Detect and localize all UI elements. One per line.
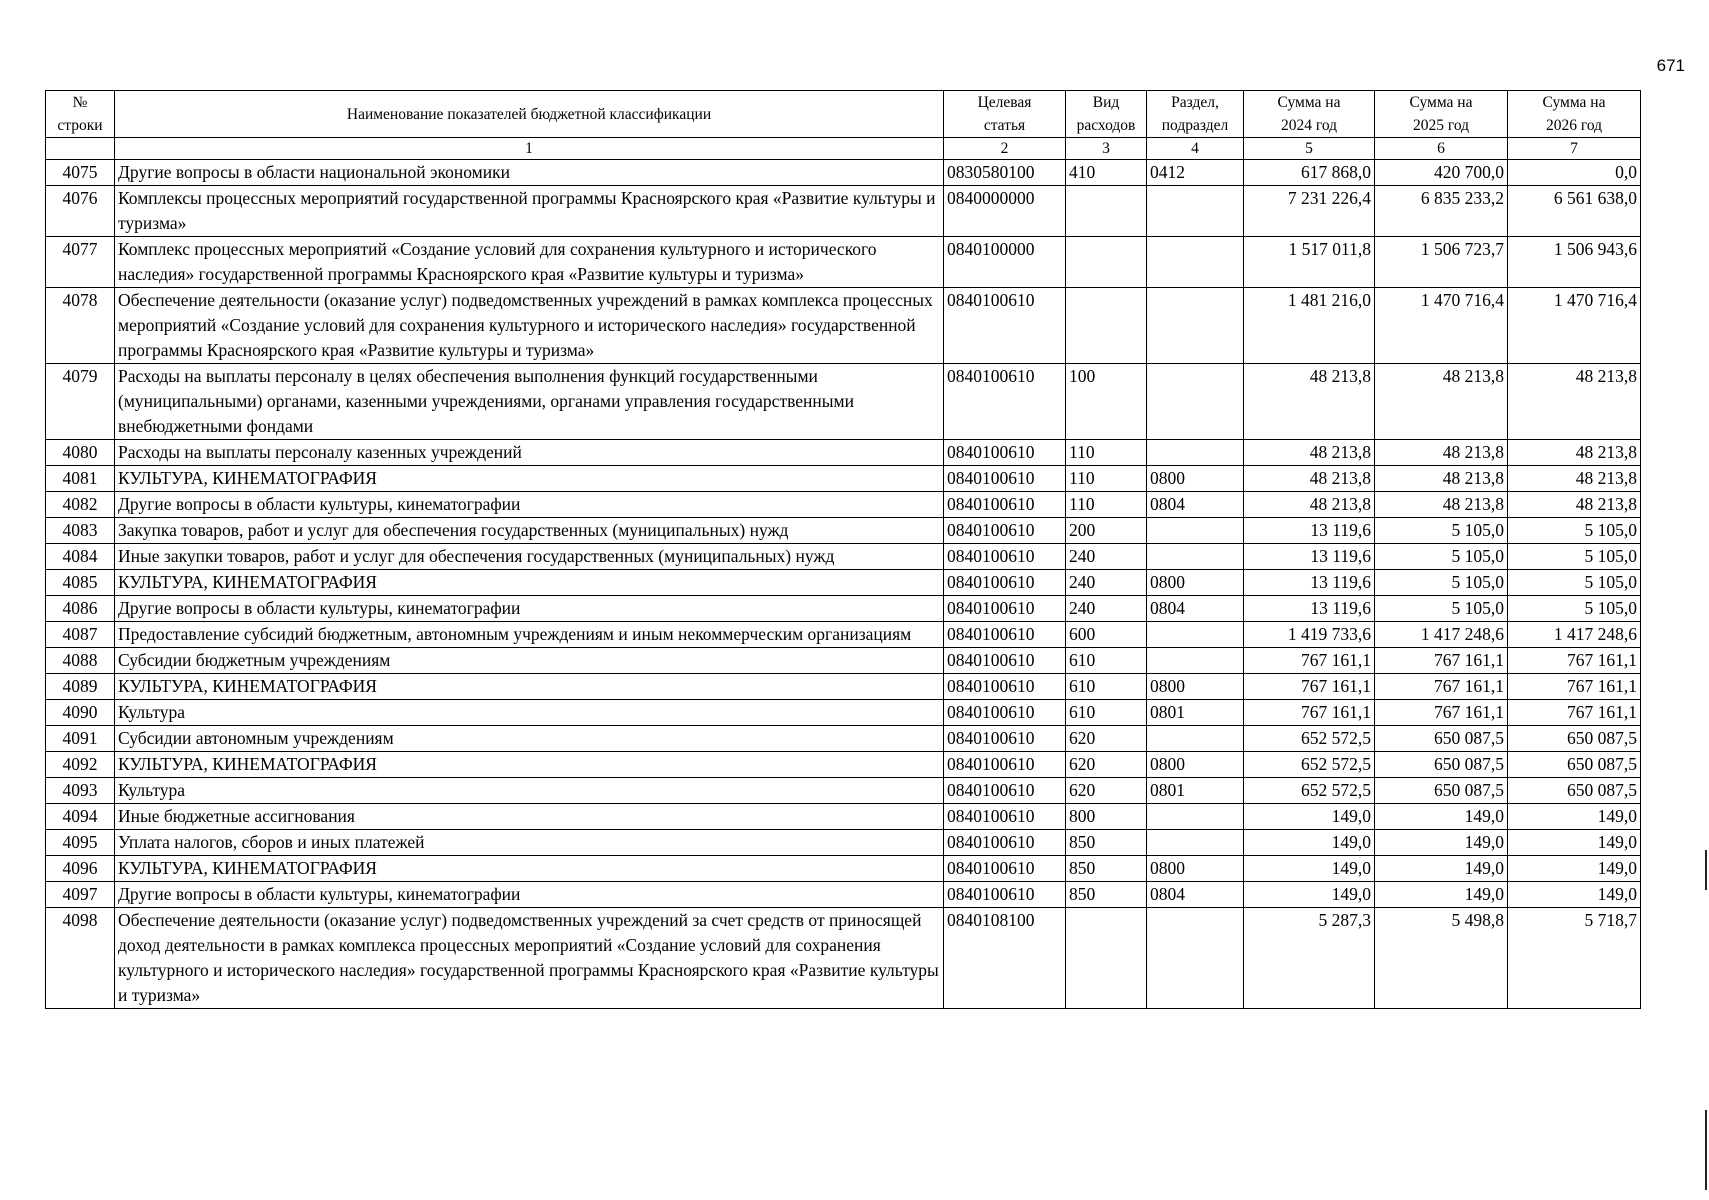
table-row [46, 492, 1641, 518]
scan-edge-mark [1705, 850, 1707, 890]
row-amount-2024: 1 517 011,8 [1244, 237, 1375, 288]
row-section-code [1147, 830, 1244, 856]
row-number: 4083 [46, 518, 115, 544]
row-amount-2026: 1 506 943,6 [1508, 237, 1641, 288]
row-section-code [1147, 726, 1244, 752]
row-target-code: 0840100610 [944, 466, 1066, 492]
row-amount-2026: 6 561 638,0 [1508, 186, 1641, 237]
scan-edge-mark [1705, 1110, 1707, 1190]
row-amount-2025: 48 213,8 [1375, 440, 1508, 466]
row-number: 4079 [46, 364, 115, 440]
row-expense-kind: 240 [1066, 544, 1147, 570]
table-row [46, 570, 1641, 596]
header-kind: Вид расходов [1066, 91, 1147, 138]
budget-table-body [46, 160, 1641, 1009]
row-amount-2025: 420 700,0 [1375, 160, 1508, 186]
table-row [46, 648, 1641, 674]
row-amount-2024: 13 119,6 [1244, 596, 1375, 622]
row-section-code [1147, 237, 1244, 288]
row-amount-2025: 5 105,0 [1375, 596, 1508, 622]
row-name: КУЛЬТУРА, КИНЕМАТОГРАФИЯ [115, 570, 944, 596]
table-row [46, 622, 1641, 648]
row-target-code: 0840100610 [944, 364, 1066, 440]
row-amount-2026: 650 087,5 [1508, 778, 1641, 804]
row-name: КУЛЬТУРА, КИНЕМАТОГРАФИЯ [115, 752, 944, 778]
row-amount-2024: 149,0 [1244, 804, 1375, 830]
row-amount-2024: 13 119,6 [1244, 570, 1375, 596]
row-amount-2025: 767 161,1 [1375, 700, 1508, 726]
row-section-code [1147, 648, 1244, 674]
row-name: Другие вопросы в области культуры, кинематографии [115, 882, 944, 908]
row-amount-2026: 149,0 [1508, 856, 1641, 882]
row-amount-2025: 149,0 [1375, 804, 1508, 830]
row-expense-kind: 800 [1066, 804, 1147, 830]
row-number: 4095 [46, 830, 115, 856]
row-section-code [1147, 908, 1244, 1009]
row-amount-2026: 767 161,1 [1508, 674, 1641, 700]
row-amount-2024: 767 161,1 [1244, 700, 1375, 726]
row-name: Комплексы процессных мероприятий государственной программы Красноярского края «Развитие культуры и туризма» [115, 186, 944, 237]
row-section-code [1147, 518, 1244, 544]
row-target-code: 0840100610 [944, 648, 1066, 674]
row-number: 4087 [46, 622, 115, 648]
row-number: 4094 [46, 804, 115, 830]
row-amount-2024: 652 572,5 [1244, 726, 1375, 752]
row-target-code: 0840000000 [944, 186, 1066, 237]
row-amount-2025: 149,0 [1375, 856, 1508, 882]
row-name: Расходы на выплаты персоналу казенных учреждений [115, 440, 944, 466]
row-section-code: 0800 [1147, 752, 1244, 778]
row-number: 4085 [46, 570, 115, 596]
row-expense-kind: 850 [1066, 856, 1147, 882]
row-amount-2024: 767 161,1 [1244, 648, 1375, 674]
column-number: 6 [1375, 138, 1508, 160]
row-expense-kind: 610 [1066, 700, 1147, 726]
row-name: Обеспечение деятельности (оказание услуг) подведомственных учреждений в рамках комплекса процессных мероприятий «Создание условий для сохранения культурного и исторического наследия» государственной программы Красноярского края «Развитие культуры и туризма» [115, 288, 944, 364]
row-number: 4090 [46, 700, 115, 726]
row-amount-2026: 5 718,7 [1508, 908, 1641, 1009]
row-amount-2025: 149,0 [1375, 882, 1508, 908]
row-amount-2025: 650 087,5 [1375, 752, 1508, 778]
row-expense-kind: 110 [1066, 466, 1147, 492]
row-target-code: 0840100610 [944, 856, 1066, 882]
row-expense-kind: 850 [1066, 882, 1147, 908]
header-target: Целевая статья [944, 91, 1066, 138]
row-amount-2025: 5 105,0 [1375, 544, 1508, 570]
table-row [46, 778, 1641, 804]
row-amount-2026: 149,0 [1508, 882, 1641, 908]
table-row [46, 856, 1641, 882]
row-section-code [1147, 186, 1244, 237]
row-name: Предоставление субсидий бюджетным, автономным учреждениям и иным некоммерческим организациям [115, 622, 944, 648]
row-expense-kind: 410 [1066, 160, 1147, 186]
row-name: Уплата налогов, сборов и иных платежей [115, 830, 944, 856]
row-amount-2026: 650 087,5 [1508, 726, 1641, 752]
table-row [46, 364, 1641, 440]
row-amount-2025: 767 161,1 [1375, 648, 1508, 674]
row-amount-2024: 48 213,8 [1244, 364, 1375, 440]
table-row [46, 518, 1641, 544]
row-expense-kind: 620 [1066, 726, 1147, 752]
page-number: 671 [1656, 56, 1685, 75]
row-section-code: 0804 [1147, 596, 1244, 622]
header-2025: Сумма на 2025 год [1375, 91, 1508, 138]
row-amount-2026: 48 213,8 [1508, 440, 1641, 466]
row-amount-2024: 48 213,8 [1244, 466, 1375, 492]
row-amount-2026: 5 105,0 [1508, 596, 1641, 622]
row-target-code: 0840100610 [944, 726, 1066, 752]
row-amount-2026: 1 470 716,4 [1508, 288, 1641, 364]
table-row [46, 440, 1641, 466]
row-amount-2024: 149,0 [1244, 830, 1375, 856]
row-name: Культура [115, 700, 944, 726]
row-amount-2024: 617 868,0 [1244, 160, 1375, 186]
row-name: Другие вопросы в области культуры, кинематографии [115, 492, 944, 518]
header-row-no: № строки [46, 91, 115, 138]
row-number: 4078 [46, 288, 115, 364]
row-amount-2024: 652 572,5 [1244, 778, 1375, 804]
row-expense-kind [1066, 288, 1147, 364]
column-number: 3 [1066, 138, 1147, 160]
row-section-code: 0801 [1147, 778, 1244, 804]
row-section-code [1147, 364, 1244, 440]
row-expense-kind: 100 [1066, 364, 1147, 440]
row-target-code: 0840100610 [944, 674, 1066, 700]
row-amount-2026: 149,0 [1508, 804, 1641, 830]
row-target-code: 0840108100 [944, 908, 1066, 1009]
row-name: Закупка товаров, работ и услуг для обеспечения государственных (муниципальных) нужд [115, 518, 944, 544]
row-amount-2026: 48 213,8 [1508, 492, 1641, 518]
row-target-code: 0840100610 [944, 288, 1066, 364]
row-section-code: 0804 [1147, 882, 1244, 908]
row-name: Другие вопросы в области культуры, кинематографии [115, 596, 944, 622]
row-section-code [1147, 288, 1244, 364]
row-amount-2026: 650 087,5 [1508, 752, 1641, 778]
table-row [46, 700, 1641, 726]
row-name: Другие вопросы в области национальной экономики [115, 160, 944, 186]
row-name: Иные бюджетные ассигнования [115, 804, 944, 830]
row-amount-2025: 5 105,0 [1375, 570, 1508, 596]
row-expense-kind: 240 [1066, 596, 1147, 622]
row-section-code: 0801 [1147, 700, 1244, 726]
row-section-code [1147, 544, 1244, 570]
row-target-code: 0840100610 [944, 544, 1066, 570]
row-amount-2026: 5 105,0 [1508, 518, 1641, 544]
column-number-blank [46, 138, 115, 160]
row-amount-2025: 1 417 248,6 [1375, 622, 1508, 648]
row-amount-2025: 48 213,8 [1375, 364, 1508, 440]
header-2024: Сумма на 2024 год [1244, 91, 1375, 138]
table-row [46, 288, 1641, 364]
row-section-code: 0800 [1147, 570, 1244, 596]
row-number: 4093 [46, 778, 115, 804]
row-number: 4080 [46, 440, 115, 466]
row-amount-2026: 5 105,0 [1508, 544, 1641, 570]
row-amount-2024: 149,0 [1244, 882, 1375, 908]
row-amount-2024: 1 481 216,0 [1244, 288, 1375, 364]
column-number: 2 [944, 138, 1066, 160]
row-amount-2024: 652 572,5 [1244, 752, 1375, 778]
row-amount-2025: 5 498,8 [1375, 908, 1508, 1009]
row-expense-kind [1066, 908, 1147, 1009]
row-target-code: 0830580100 [944, 160, 1066, 186]
row-name: Субсидии автономным учреждениям [115, 726, 944, 752]
table-row [46, 804, 1641, 830]
header-section: Раздел, подраздел [1147, 91, 1244, 138]
row-target-code: 0840100610 [944, 700, 1066, 726]
row-expense-kind: 610 [1066, 648, 1147, 674]
row-section-code [1147, 804, 1244, 830]
row-name: Комплекс процессных мероприятий «Создание условий для сохранения культурного и исторического наследия» государственной программы Красноярского края «Развитие культуры и туризма» [115, 237, 944, 288]
row-target-code: 0840100610 [944, 518, 1066, 544]
row-amount-2025: 767 161,1 [1375, 674, 1508, 700]
row-expense-kind: 850 [1066, 830, 1147, 856]
row-name: КУЛЬТУРА, КИНЕМАТОГРАФИЯ [115, 466, 944, 492]
row-amount-2024: 7 231 226,4 [1244, 186, 1375, 237]
table-row [46, 752, 1641, 778]
row-number: 4086 [46, 596, 115, 622]
row-section-code: 0800 [1147, 856, 1244, 882]
row-target-code: 0840100000 [944, 237, 1066, 288]
table-row [46, 160, 1641, 186]
row-expense-kind [1066, 237, 1147, 288]
row-name: Расходы на выплаты персоналу в целях обеспечения выполнения функций государственными (муниципальными) органами, казенными учреждениями, органами управления государственными внебюджетными фондами [115, 364, 944, 440]
row-amount-2026: 5 105,0 [1508, 570, 1641, 596]
row-amount-2025: 48 213,8 [1375, 492, 1508, 518]
row-target-code: 0840100610 [944, 570, 1066, 596]
row-target-code: 0840100610 [944, 830, 1066, 856]
row-number: 4088 [46, 648, 115, 674]
row-amount-2025: 48 213,8 [1375, 466, 1508, 492]
row-amount-2025: 650 087,5 [1375, 778, 1508, 804]
row-target-code: 0840100610 [944, 882, 1066, 908]
table-row [46, 544, 1641, 570]
row-target-code: 0840100610 [944, 596, 1066, 622]
column-number-row [46, 138, 1641, 160]
row-number: 4091 [46, 726, 115, 752]
row-target-code: 0840100610 [944, 622, 1066, 648]
column-number: 5 [1244, 138, 1375, 160]
row-number: 4089 [46, 674, 115, 700]
row-expense-kind: 110 [1066, 440, 1147, 466]
budget-table [45, 90, 1641, 1009]
row-expense-kind: 200 [1066, 518, 1147, 544]
table-row [46, 237, 1641, 288]
row-name: Культура [115, 778, 944, 804]
table-row [46, 882, 1641, 908]
row-amount-2024: 5 287,3 [1244, 908, 1375, 1009]
row-amount-2024: 149,0 [1244, 856, 1375, 882]
row-target-code: 0840100610 [944, 440, 1066, 466]
row-amount-2025: 1 470 716,4 [1375, 288, 1508, 364]
row-number: 4082 [46, 492, 115, 518]
row-expense-kind: 110 [1066, 492, 1147, 518]
row-amount-2024: 767 161,1 [1244, 674, 1375, 700]
row-amount-2025: 1 506 723,7 [1375, 237, 1508, 288]
row-amount-2024: 13 119,6 [1244, 544, 1375, 570]
row-amount-2026: 1 417 248,6 [1508, 622, 1641, 648]
row-amount-2026: 48 213,8 [1508, 466, 1641, 492]
row-expense-kind: 620 [1066, 778, 1147, 804]
row-section-code [1147, 440, 1244, 466]
row-name: Субсидии бюджетным учреждениям [115, 648, 944, 674]
header-row [46, 91, 1641, 138]
row-amount-2024: 48 213,8 [1244, 440, 1375, 466]
row-expense-kind [1066, 186, 1147, 237]
row-expense-kind: 600 [1066, 622, 1147, 648]
row-name: КУЛЬТУРА, КИНЕМАТОГРАФИЯ [115, 856, 944, 882]
row-amount-2024: 13 119,6 [1244, 518, 1375, 544]
row-number: 4081 [46, 466, 115, 492]
row-amount-2026: 767 161,1 [1508, 648, 1641, 674]
row-amount-2026: 767 161,1 [1508, 700, 1641, 726]
row-number: 4084 [46, 544, 115, 570]
row-section-code: 0800 [1147, 466, 1244, 492]
row-number: 4075 [46, 160, 115, 186]
row-target-code: 0840100610 [944, 492, 1066, 518]
row-target-code: 0840100610 [944, 804, 1066, 830]
row-amount-2025: 5 105,0 [1375, 518, 1508, 544]
row-amount-2024: 1 419 733,6 [1244, 622, 1375, 648]
row-number: 4092 [46, 752, 115, 778]
table-row [46, 830, 1641, 856]
header-2026: Сумма на 2026 год [1508, 91, 1641, 138]
row-number: 4098 [46, 908, 115, 1009]
column-number: 1 [115, 138, 944, 160]
row-amount-2024: 48 213,8 [1244, 492, 1375, 518]
table-row [46, 726, 1641, 752]
row-amount-2026: 48 213,8 [1508, 364, 1641, 440]
table-row [46, 674, 1641, 700]
column-number: 4 [1147, 138, 1244, 160]
row-amount-2026: 149,0 [1508, 830, 1641, 856]
row-section-code: 0412 [1147, 160, 1244, 186]
row-section-code [1147, 622, 1244, 648]
row-section-code: 0804 [1147, 492, 1244, 518]
row-expense-kind: 240 [1066, 570, 1147, 596]
row-number: 4077 [46, 237, 115, 288]
row-number: 4076 [46, 186, 115, 237]
column-number: 7 [1508, 138, 1641, 160]
row-name: Иные закупки товаров, работ и услуг для обеспечения государственных (муниципальных) нужд [115, 544, 944, 570]
row-name: КУЛЬТУРА, КИНЕМАТОГРАФИЯ [115, 674, 944, 700]
row-amount-2025: 6 835 233,2 [1375, 186, 1508, 237]
row-number: 4096 [46, 856, 115, 882]
table-row [46, 908, 1641, 1009]
header-name: Наименование показателей бюджетной классификации [115, 91, 944, 138]
row-target-code: 0840100610 [944, 752, 1066, 778]
row-expense-kind: 620 [1066, 752, 1147, 778]
row-section-code: 0800 [1147, 674, 1244, 700]
table-row [46, 466, 1641, 492]
table-row [46, 186, 1641, 237]
row-amount-2026: 0,0 [1508, 160, 1641, 186]
row-expense-kind: 610 [1066, 674, 1147, 700]
table-row [46, 596, 1641, 622]
row-number: 4097 [46, 882, 115, 908]
row-amount-2025: 149,0 [1375, 830, 1508, 856]
row-amount-2025: 650 087,5 [1375, 726, 1508, 752]
row-target-code: 0840100610 [944, 778, 1066, 804]
row-name: Обеспечение деятельности (оказание услуг) подведомственных учреждений за счет средств от приносящей доход деятельности в рамках комплекса процессных мероприятий «Создание условий для сохранения культурного и исторического наследия» государственной программы Красноярского края «Развитие культуры и туризма» [115, 908, 944, 1009]
